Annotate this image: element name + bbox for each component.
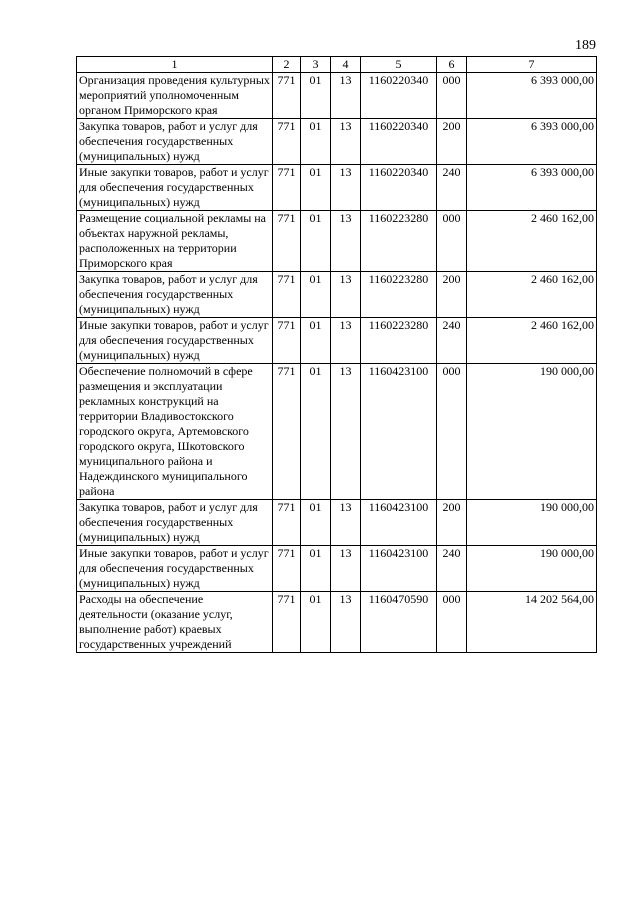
row-amount-cell: 190 000,00 [467,364,597,500]
table-row [77,211,597,272]
table-row [77,165,597,211]
row-section-cell: 01 [301,73,331,119]
row-name-cell: Закупка товаров, работ и услуг для обеспечения государственных (муниципальных) нужд [77,119,273,165]
row-name-cell: Размещение социальной рекламы на объектах наружной рекламы, расположенных на территории Приморского края [77,211,273,272]
row-subsection-cell: 13 [331,211,361,272]
row-target-article-cell: 1160223280 [361,318,437,364]
row-expense-type-cell: 000 [437,211,467,272]
row-expense-type-cell: 000 [437,73,467,119]
row-code-cell: 771 [273,73,301,119]
row-target-article-cell: 1160220340 [361,119,437,165]
row-name-cell: Иные закупки товаров, работ и услуг для обеспечения государственных (муниципальных) нужд [77,165,273,211]
row-code-cell: 771 [273,165,301,211]
row-target-article-cell: 1160223280 [361,211,437,272]
row-name-cell: Иные закупки товаров, работ и услуг для обеспечения государственных (муниципальных) нужд [77,318,273,364]
row-section-cell: 01 [301,272,331,318]
row-code-cell: 771 [273,119,301,165]
column-header: 7 [467,57,597,73]
row-subsection-cell: 13 [331,272,361,318]
row-amount-cell: 6 393 000,00 [467,165,597,211]
row-amount-cell: 14 202 564,00 [467,592,597,653]
row-amount-cell: 2 460 162,00 [467,211,597,272]
budget-table [76,56,597,653]
table-row [77,592,597,653]
row-code-cell: 771 [273,318,301,364]
row-section-cell: 01 [301,592,331,653]
row-expense-type-cell: 000 [437,364,467,500]
row-target-article-cell: 1160220340 [361,165,437,211]
column-header: 6 [437,57,467,73]
row-amount-cell: 190 000,00 [467,546,597,592]
row-expense-type-cell: 200 [437,272,467,318]
table-row [77,500,597,546]
row-amount-cell: 190 000,00 [467,500,597,546]
row-code-cell: 771 [273,546,301,592]
row-code-cell: 771 [273,211,301,272]
row-amount-cell: 6 393 000,00 [467,73,597,119]
table-row [77,119,597,165]
row-code-cell: 771 [273,592,301,653]
column-header: 1 [77,57,273,73]
row-name-cell: Закупка товаров, работ и услуг для обеспечения государственных (муниципальных) нужд [77,272,273,318]
row-expense-type-cell: 200 [437,119,467,165]
row-name-cell: Иные закупки товаров, работ и услуг для обеспечения государственных (муниципальных) нужд [77,546,273,592]
row-section-cell: 01 [301,364,331,500]
row-subsection-cell: 13 [331,165,361,211]
page-number: 189 [575,38,596,53]
row-expense-type-cell: 240 [437,546,467,592]
row-section-cell: 01 [301,546,331,592]
row-target-article-cell: 1160223280 [361,272,437,318]
row-subsection-cell: 13 [331,592,361,653]
row-subsection-cell: 13 [331,500,361,546]
row-amount-cell: 6 393 000,00 [467,119,597,165]
table-row [77,272,597,318]
row-subsection-cell: 13 [331,119,361,165]
row-target-article-cell: 1160423100 [361,364,437,500]
table-row [77,546,597,592]
row-subsection-cell: 13 [331,546,361,592]
row-section-cell: 01 [301,165,331,211]
table-row [77,73,597,119]
column-header: 5 [361,57,437,73]
table-header-row [77,57,597,73]
row-expense-type-cell: 200 [437,500,467,546]
row-expense-type-cell: 240 [437,165,467,211]
row-name-cell: Расходы на обеспечение деятельности (оказание услуг, выполнение работ) краевых государственных учреждений [77,592,273,653]
row-target-article-cell: 1160470590 [361,592,437,653]
row-expense-type-cell: 240 [437,318,467,364]
row-target-article-cell: 1160423100 [361,546,437,592]
row-section-cell: 01 [301,119,331,165]
column-header: 3 [301,57,331,73]
row-amount-cell: 2 460 162,00 [467,318,597,364]
column-header: 2 [273,57,301,73]
row-section-cell: 01 [301,500,331,546]
row-name-cell: Закупка товаров, работ и услуг для обеспечения государственных (муниципальных) нужд [77,500,273,546]
table-row [77,364,597,500]
table-row [77,318,597,364]
row-amount-cell: 2 460 162,00 [467,272,597,318]
row-name-cell: Обеспечение полномочий в сфере размещения и эксплуатации рекламных конструкций на территории Владивостокского городского округа, Артемовского городского округа, Шкотовского муниципального района и Надеждинского муниципального района [77,364,273,500]
row-code-cell: 771 [273,500,301,546]
row-subsection-cell: 13 [331,73,361,119]
row-name-cell: Организация проведения культурных мероприятий уполномоченным органом Приморского края [77,73,273,119]
row-code-cell: 771 [273,364,301,500]
row-code-cell: 771 [273,272,301,318]
row-subsection-cell: 13 [331,318,361,364]
row-target-article-cell: 1160423100 [361,500,437,546]
row-section-cell: 01 [301,211,331,272]
row-target-article-cell: 1160220340 [361,73,437,119]
column-header: 4 [331,57,361,73]
row-section-cell: 01 [301,318,331,364]
row-subsection-cell: 13 [331,364,361,500]
row-expense-type-cell: 000 [437,592,467,653]
